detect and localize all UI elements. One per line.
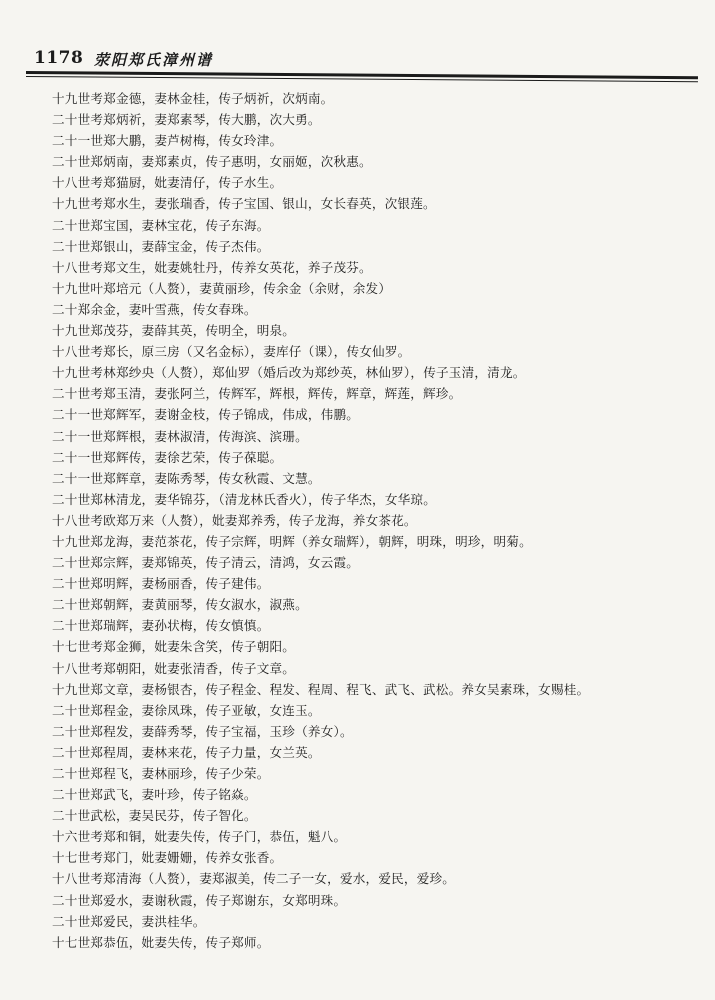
genealogy-entry: 十九世叶郑培元（人赘），妻黄丽珍，传余金（余财，余发）: [52, 280, 392, 296]
genealogy-entry: 二十世考郑炳祈，妻郑素琴，传大鹏，次大勇。: [52, 112, 321, 128]
genealogy-entry: 十九世考郑金德，妻林金桂，传子炳祈，次炳南。: [52, 91, 334, 106]
genealogy-entry: 十八世考郑文生，妣妻姚牡丹，传养女英花，养子茂芬。: [52, 259, 372, 275]
genealogy-entry: 二十世郑银山，妻薛宝金，传子杰伟。: [52, 238, 270, 254]
genealogy-entry: 二十世郑程周，妻林来花，传子力量，女兰英。: [52, 744, 321, 760]
genealogy-entry: 二十世郑宝国，妻林宝花，传子东海。: [52, 217, 270, 233]
genealogy-entry: 十八世考郑朝阳，妣妻张清香，传子文章。: [52, 660, 296, 676]
genealogy-entry: 二十一世郑辉章，妻陈秀琴，传女秋霞、文慧。: [52, 470, 321, 486]
genealogy-entry: 二十世郑程飞，妻林丽珍，传子少荣。: [52, 766, 270, 781]
genealogy-entry: 十九世郑文章，妻杨银杏，传子程金、程发、程周、程飞、武飞、武松。养女吴素珠，女赐桂。: [52, 681, 590, 697]
genealogy-entry: 十六世考郑和铜，妣妻失传，传子门，恭伍，魁八。: [52, 829, 347, 845]
genealogy-entry: 二十世武松，妻吴民芬，传子智化。: [52, 808, 257, 824]
genealogy-entry: 十九世郑茂芬，妻薛其英，传明全，明泉。: [52, 323, 296, 339]
genealogy-entry: 二十世郑明辉，妻杨丽香，传子建伟。: [52, 576, 270, 592]
genealogy-entry: 二十世郑宗辉，妻郑锦英，传子清云，清鸿，女云霞。: [52, 555, 360, 571]
genealogy-entry: 二十一世郑辉传，妻徐艺荣，传子葆聪。: [52, 449, 283, 465]
page-number: 1178: [34, 48, 84, 68]
genealogy-entry: 十七世考郑金狮，妣妻朱含笑，传子朝阳。: [52, 639, 296, 655]
genealogy-entry: 二十世考郑玉清，妻张阿兰，传辉军，辉根，辉传，辉章，辉莲，辉珍。: [52, 386, 462, 402]
genealogy-entry: 十八世考郑猫厨，妣妻清仔，传子水生。: [52, 175, 283, 191]
genealogy-entry: 二十世郑爱民，妻洪桂华。: [52, 913, 206, 929]
genealogy-entry: 二十世郑程发，妻薛秀琴，传子宝福，玉珍（养女）。: [52, 723, 353, 739]
genealogy-entry: 十九世郑龙海，妻范茶花，传子宗辉，明辉（养女瑞辉），朝辉，明珠，明珍，明菊。: [52, 533, 532, 549]
genealogy-entry: 二十世郑朝辉，妻黄丽琴，传女淑水，淑燕。: [52, 597, 308, 613]
genealogy-entry: 十八世考欧郑万来（人赘），妣妻郑养秀，传子龙海，养女茶花。: [52, 512, 417, 528]
book-title: 荥阳郑氏漳州谱: [94, 51, 214, 69]
genealogy-entry: 二十世郑武飞，妻叶珍，传子铭焱。: [52, 787, 257, 803]
genealogy-entry: 二十一世郑辉根，妻林淑清，传海滨、滨珊。: [52, 428, 308, 444]
genealogy-entry: 十七世考郑门，妣妻姗姗，传养女张香。: [52, 850, 283, 866]
genealogy-entry: 二十世郑炳南，妻郑素贞，传子惠明，女丽姬，次秋惠。: [52, 154, 372, 170]
genealogy-entry: 二十一世郑大鹏，妻芦树梅，传女玲津。: [52, 133, 283, 149]
genealogy-entry: 二十世郑爱水，妻谢秋霞，传子郑谢东，女郑明珠。: [52, 892, 347, 908]
genealogy-entry: 二十世郑瑞辉，妻孙状梅，传女慎慎。: [52, 618, 270, 634]
genealogy-entry: 二十郑余金，妻叶雪燕，传女春珠。: [52, 301, 257, 317]
genealogy-entries: [52, 88, 702, 953]
genealogy-entry: 二十世郑程金，妻徐凤珠，传子亚敏，女连玉。: [52, 702, 321, 718]
page-header: [20, 38, 700, 78]
genealogy-entry: 十九世考林郑纱央（人赘），郑仙罗（婚后改为郑纱英，林仙罗），传子玉清，清龙。: [52, 365, 526, 381]
genealogy-entry: 二十世郑林清龙，妻华锦芬，（清龙林氏香火），传子华杰，女华琼。: [52, 491, 437, 507]
genealogy-entry: 十八世考郑长，原三房（又名金标），妻库仔（课），传女仙罗。: [52, 344, 411, 360]
genealogy-entry: 十八世考郑清海（人赘），妻郑淑美，传二子一女，爱水，爱民，爱珍。: [52, 871, 456, 887]
genealogy-entry: 十九世考郑水生，妻张瑞香，传子宝国、银山，女长春英，次银莲。: [52, 196, 436, 212]
genealogy-entry: 二十一世郑辉军，妻谢金枝，传子锦成，伟成，伟鹏。: [52, 407, 360, 423]
genealogy-entry: 十七世郑恭伍，妣妻失传，传子郑师。: [52, 934, 270, 950]
